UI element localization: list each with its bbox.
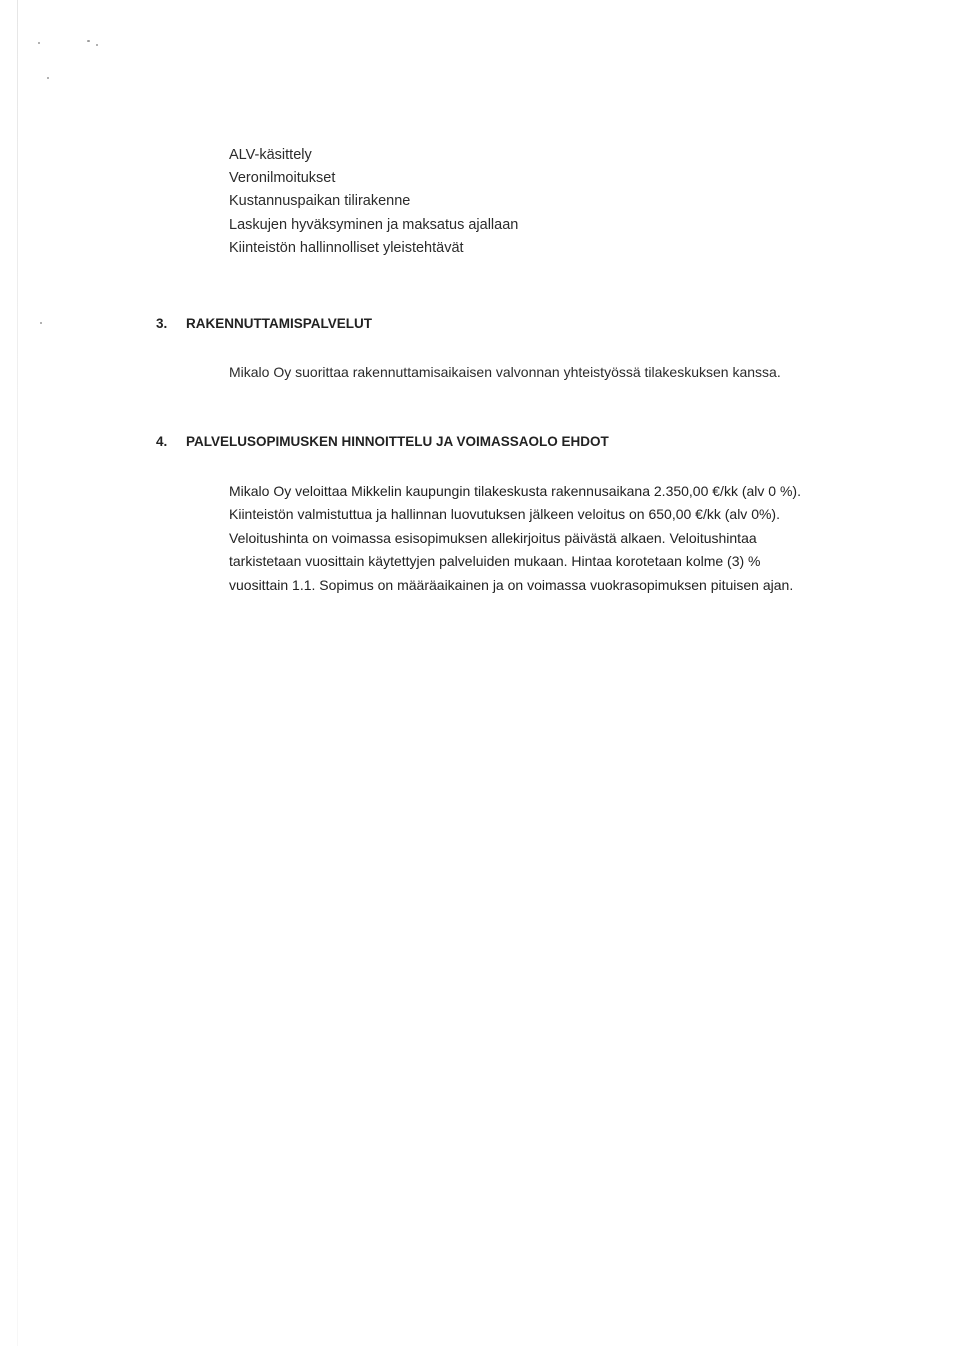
paragraph-line: Kiinteistön valmistuttua ja hallinnan luovutuksen jälkeen veloitus on 650,00 €/kk (alv 0%). xyxy=(229,506,780,523)
scan-speck xyxy=(96,44,98,46)
list-item: Kustannuspaikan tilirakenne xyxy=(229,193,411,209)
scan-edge xyxy=(17,0,18,1346)
paragraph-line: Veloitushinta on voimassa esisopimuksen allekirjoitus päivästä alkaen. Veloitushintaa xyxy=(229,529,757,546)
paragraph-line: Mikalo Oy veloittaa Mikkelin kaupungin tilakeskusta rakennusaikana 2.350,00 €/kk (alv 0 %). xyxy=(229,483,801,499)
scan-speck xyxy=(47,77,49,79)
list-item: ALV-käsittely xyxy=(229,147,312,163)
paragraph-line: vuosittain 1.1. Sopimus on määräaikainen ja on voimassa vuokrasopimuksen pituisen ajan. xyxy=(229,576,794,593)
section-title: PALVELUSOPIMUSKEN HINNOITTELU JA VOIMASSAOLO EHDOT xyxy=(186,434,609,449)
list-item: Veronilmoitukset xyxy=(229,170,336,186)
scan-speck xyxy=(40,322,42,324)
list-item: Laskujen hyväksyminen ja maksatus ajallaan xyxy=(229,217,519,233)
section-3-heading xyxy=(156,315,372,333)
list-item: Kiinteistön hallinnolliset yleistehtävät xyxy=(229,240,464,256)
section-number: 4. xyxy=(156,434,168,449)
scan-speck xyxy=(38,42,40,44)
scan-speck xyxy=(87,40,90,42)
section-number: 3. xyxy=(156,316,168,331)
section-4-paragraph xyxy=(229,480,829,597)
section-title: RAKENNUTTAMISPALVELUT xyxy=(186,316,372,331)
paragraph-line: tarkistetaan vuosittain käytettyjen palveluiden mukaan. Hintaa korotetaan kolme (3) % xyxy=(229,553,761,570)
section-3-text: Mikalo Oy suorittaa rakennuttamisaikaisen valvonnan yhteistyössä tilakeskuksen kanssa. xyxy=(229,364,781,380)
section-4-heading xyxy=(156,433,609,451)
